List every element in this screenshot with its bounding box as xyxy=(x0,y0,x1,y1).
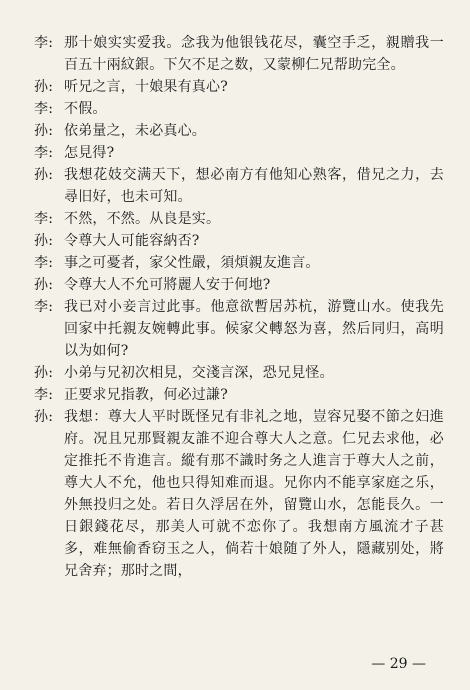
dialogue-line xyxy=(34,230,444,252)
dialogue-line xyxy=(34,208,444,230)
speaker-label: 李: xyxy=(34,299,54,315)
dialogue-line xyxy=(34,384,444,406)
speaker-label: 李: xyxy=(34,101,54,117)
dialogue-line xyxy=(34,296,444,362)
speaker-label: 李: xyxy=(34,145,54,161)
dialogue-text: 事之可憂者，家父性嚴，須煩親友進言。 xyxy=(64,255,320,271)
speaker-label: 李: xyxy=(34,387,54,403)
speaker-label: 李: xyxy=(34,35,54,51)
dialogue-line xyxy=(34,142,444,164)
dialogue-line xyxy=(34,406,444,582)
dialogue-text: 不然，不然。从良是实。 xyxy=(64,211,221,227)
dialogue-line xyxy=(34,98,444,120)
page-number: — 29 — xyxy=(371,656,426,672)
dialogue-line xyxy=(34,76,444,98)
dialogue-text: 我想：尊大人平时既怪兄有非礼之地，豈容兄娶不節之妇進府。况且兄那賢親友誰不迎合尊大人之意。仁兄去求他，必定推托不肯進言。縱有那不識时务之人進言于尊大人之前，尊大人不允，他也只得知难而退。兄你内不能享家庭之乐，外無投归之处。若日久浮居在外，留覽山水，怎能長久。一日銀錢花尽，那美人可就不恋你了。我想南方風流才子甚多，难無偷香窃玉之人，倘若十娘随了外人，隱藏别处，將兄舍弃；那时之間， xyxy=(64,409,444,579)
speaker-label: 孙: xyxy=(34,167,54,183)
dialogue-block xyxy=(34,32,444,582)
dialogue-line xyxy=(34,32,444,76)
dialogue-text: 正要求兄指教，何必过謙? xyxy=(64,387,228,403)
dialogue-text: 小弟与兄初次相見，交淺言深，恐兄見怪。 xyxy=(64,365,334,381)
dialogue-line xyxy=(34,252,444,274)
speaker-label: 孙: xyxy=(34,233,54,249)
dialogue-text: 怎見得? xyxy=(64,145,115,161)
dialogue-text: 令尊大人不允可將麗人安于何地? xyxy=(64,277,271,293)
speaker-label: 孙: xyxy=(34,79,54,95)
speaker-label: 李: xyxy=(34,211,54,227)
dialogue-line xyxy=(34,120,444,142)
dialogue-text: 依弟量之，未必真心。 xyxy=(64,123,206,139)
dialogue-line xyxy=(34,362,444,384)
dialogue-line xyxy=(34,274,444,296)
dialogue-text: 听兄之言，十娘果有真心? xyxy=(64,79,228,95)
dialogue-text: 不假。 xyxy=(64,101,107,117)
dialogue-text: 我已对小妾言过此事。他意欲暫居苏杭，游覽山水。使我先回家中托親友婉轉此事。候家父轉怒为喜，然后同归，高明以为如何? xyxy=(64,299,444,359)
speaker-label: 孙: xyxy=(34,123,54,139)
speaker-label: 孙: xyxy=(34,365,54,381)
dialogue-text: 那十娘实实爱我。念我为他银钱花尽，囊空手乏，親贈我一百五十兩紋銀。下欠不足之数，又蒙柳仁兄帮助完全。 xyxy=(64,35,444,73)
dialogue-line xyxy=(34,164,444,208)
speaker-label: 孙: xyxy=(34,409,54,425)
dialogue-text: 我想花妓交满天下，想必南方有他知心熟客，借兄之力，去尋旧好，也未可知。 xyxy=(64,167,444,205)
speaker-label: 孙: xyxy=(34,277,54,293)
dialogue-text: 令尊大人可能容納否? xyxy=(64,233,200,249)
speaker-label: 李: xyxy=(34,255,54,271)
